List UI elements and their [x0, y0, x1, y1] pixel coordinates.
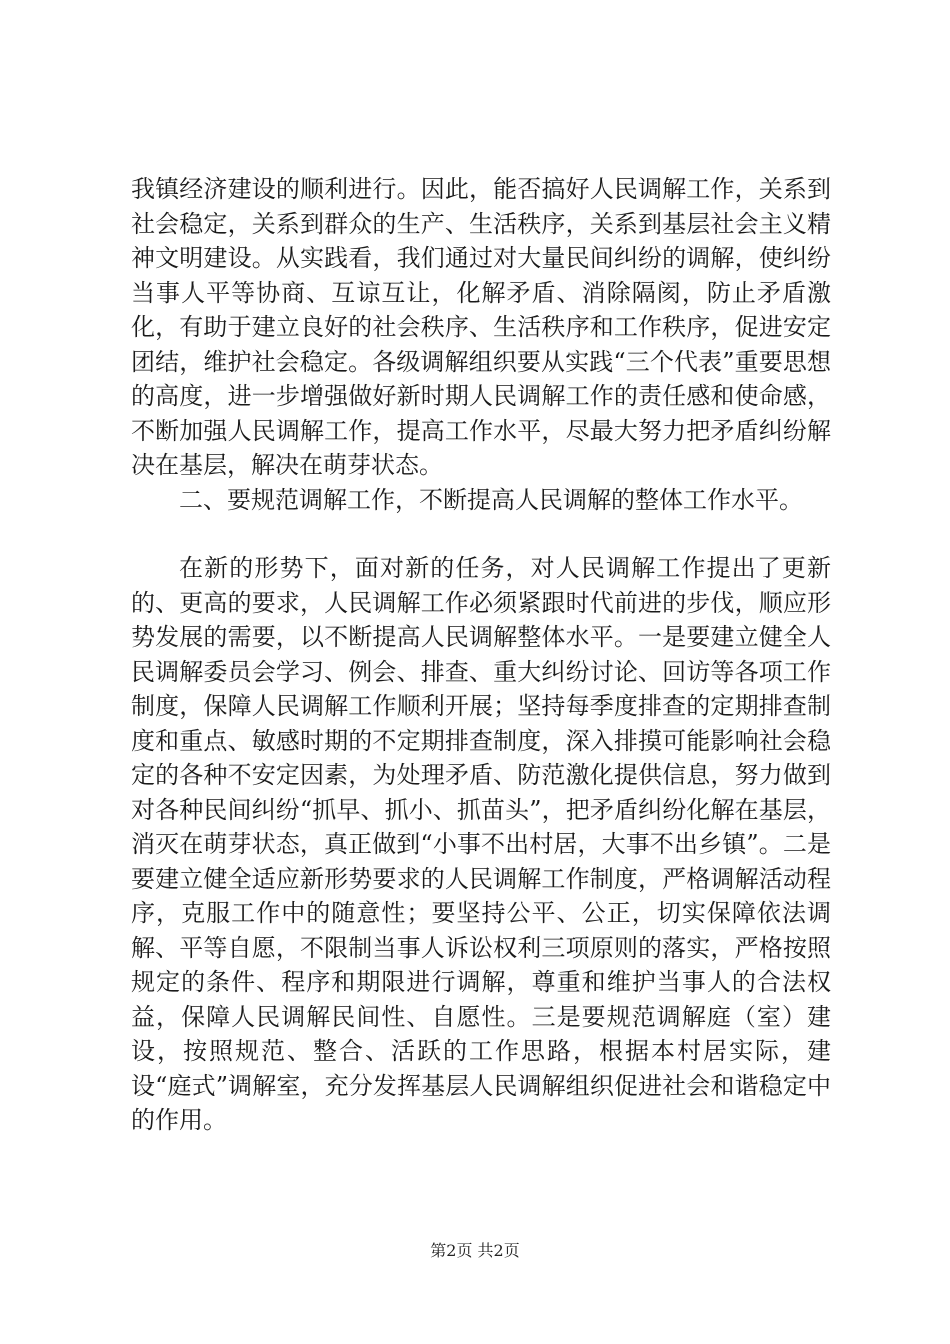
page-number-footer: 第2页 共2页 [430, 1241, 520, 1260]
section-heading: 二、要规范调解工作，不断提高人民调解的整体工作水平。 [179, 485, 803, 514]
paragraph-spacer [131, 517, 831, 551]
body-paragraph: 在新的形势下，面对新的任务，对人民调解工作提出了更新的、更高的要求，人民调解工作必须紧跟时代前进的步伐，顺应形势发展的需要，以不断提高人民调解整体水平。一是要建立健全人民调解委员会学习、例会、排查、重大纠纷讨论、回访等各项工作制度，保障人民调解工作顺利开展；坚持每季度排查的定期排查制度和重点、敏感时期的不定期排查制度，深入排摸可能影响社会稳定的各种不安定因素，为处理矛盾、防范激化提供信息，努力做到对各种民间纠纷“抓早、抓小、抓苗头”，把矛盾纠纷化解在基层，消灭在萌芽状态，真正做到“小事不出村居，大事不出乡镇”。二是要建立健全适应新形势要求的人民调解工作制度，严格调解活动程序，克服工作中的随意性；要坚持公平、公正，切实保障依法调解、平等自愿，不限制当事人诉讼权利三项原则的落实，严格按照规定的条件、程序和期限进行调解，尊重和维护当事人的合法权益，保障人民调解民间性、自愿性。三是要规范调解庭（室）建设，按照规范、整合、活跃的工作思路，根据本村居实际，建设“庭式”调解室，充分发挥基层人民调解组织促进社会和谐稳定中的作用。 [131, 554, 831, 1134]
document-body [131, 172, 831, 1138]
body-paragraph-continued: 我镇经济建设的顺利进行。因此，能否搞好人民调解工作，关系到社会稳定，关系到群众的生产、生活秩序，关系到基层社会主义精神文明建设。从实践看，我们通过对大量民间纠纷的调解，使纠纷当事人平等协商、互谅互让，化解矛盾、消除隔阂，防止矛盾激化，有助于建立良好的社会秩序、生活秩序和工作秩序，促进安定团结，维护社会稳定。各级调解组织要从实践“三个代表”重要思想的高度，进一步增强做好新时期人民调解工作的责任感和使命感，不断加强人民调解工作，提高工作水平，尽最大努力把矛盾纠纷解决在基层，解决在萌芽状态。 [131, 175, 831, 479]
